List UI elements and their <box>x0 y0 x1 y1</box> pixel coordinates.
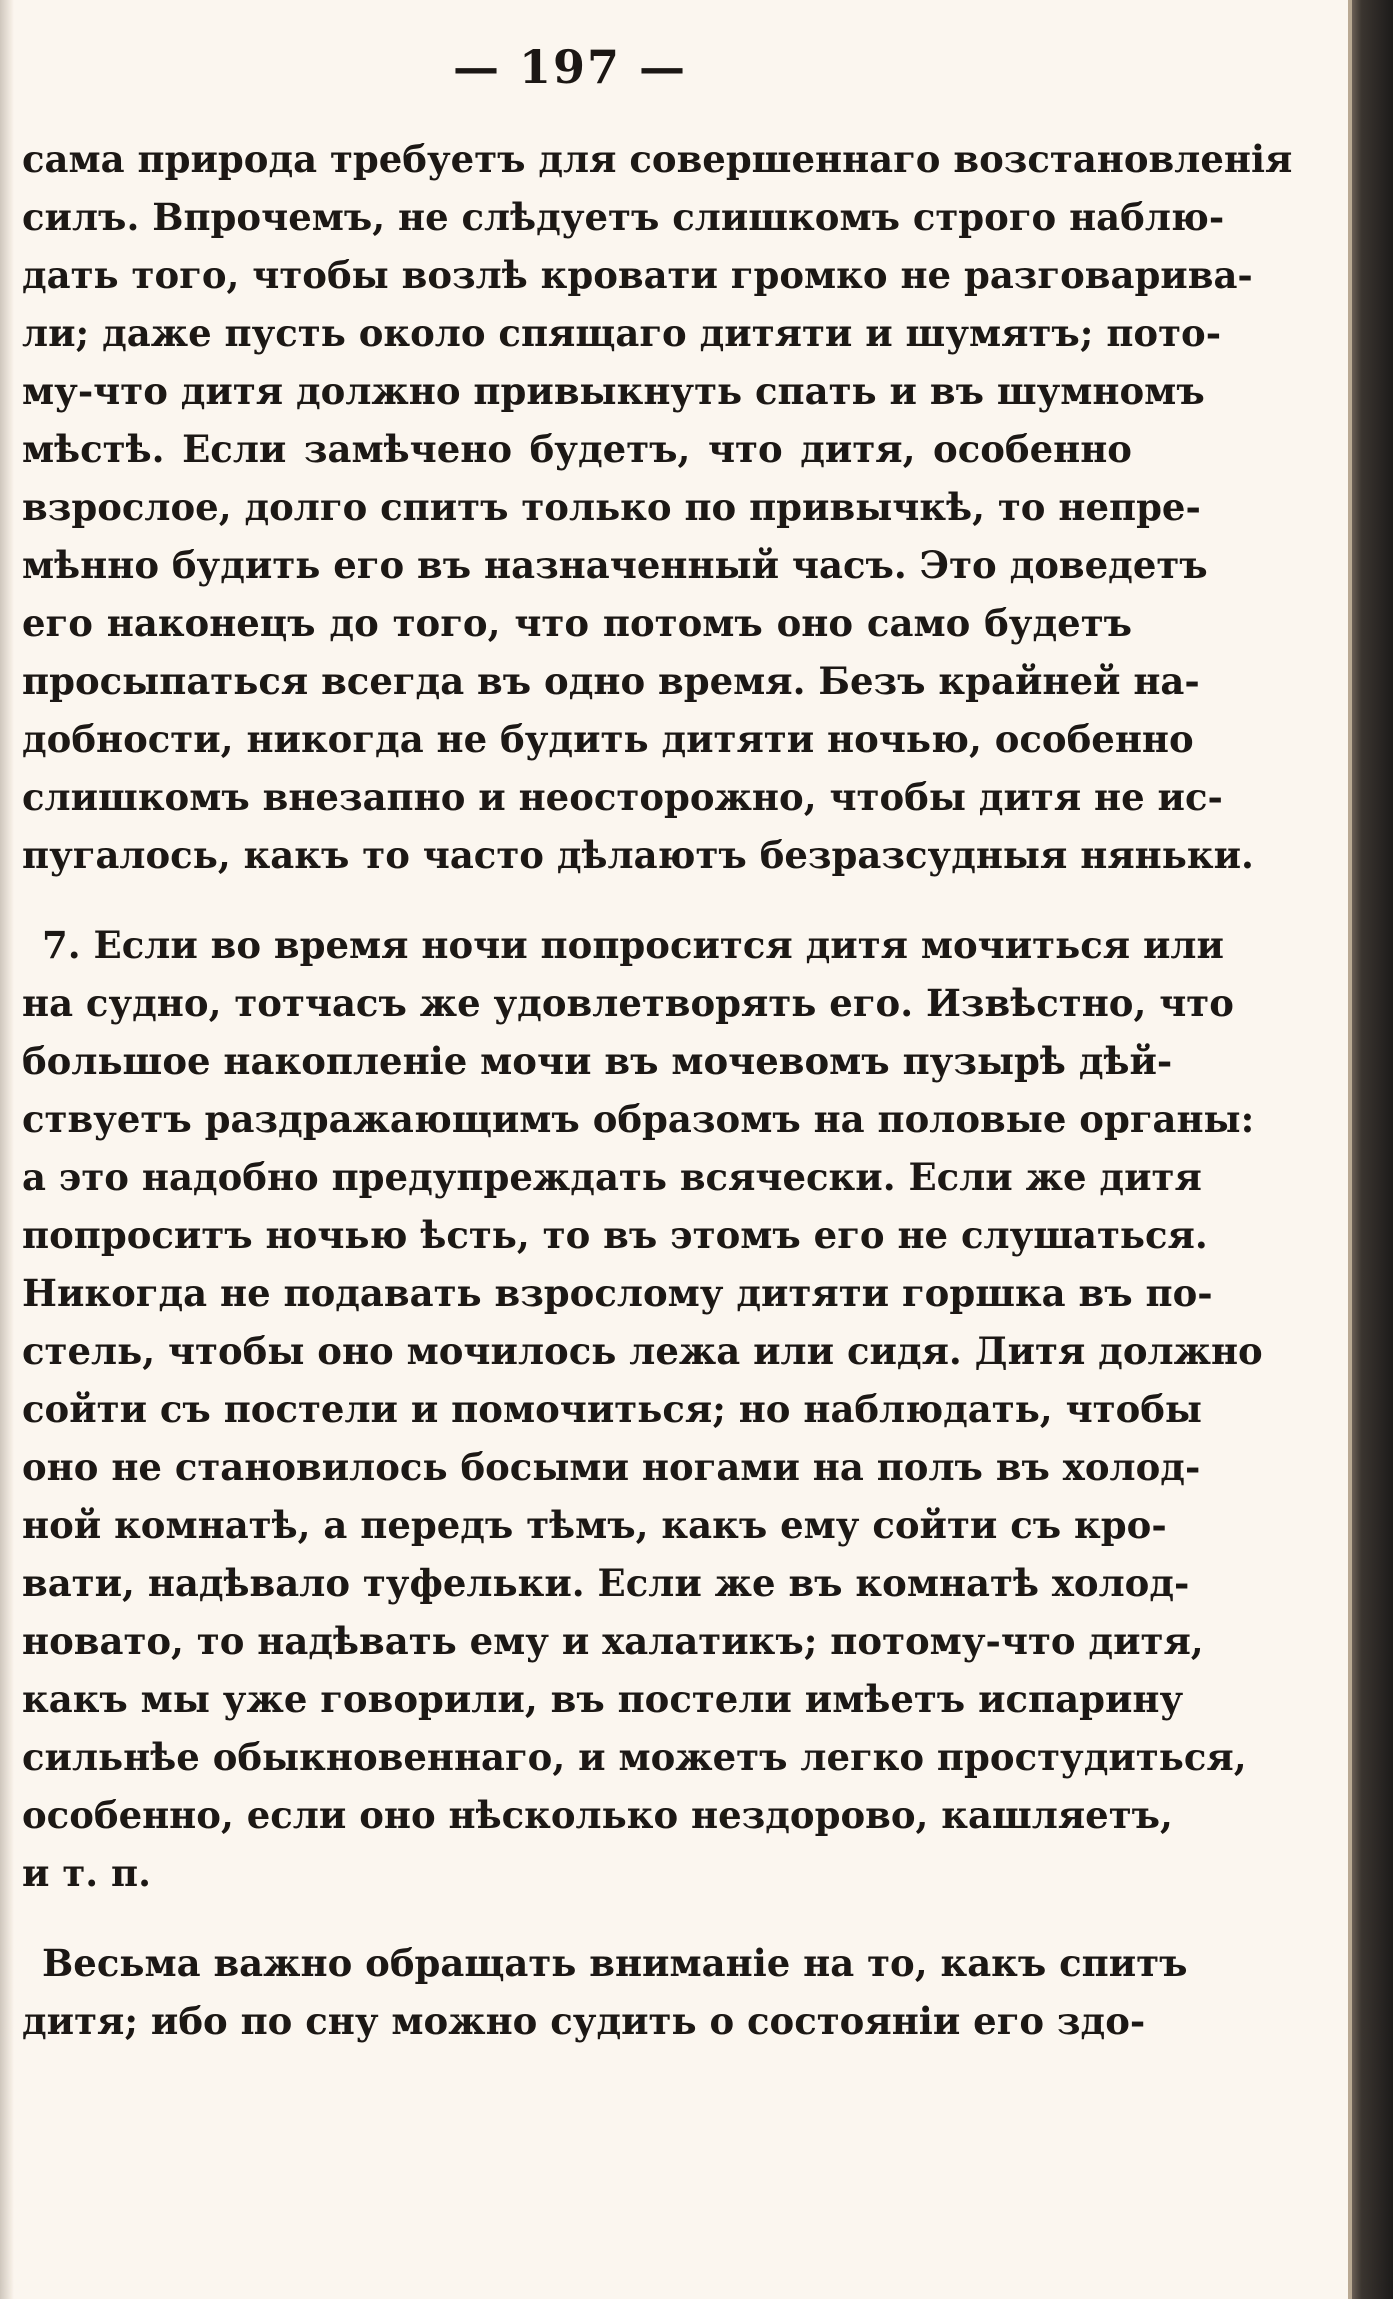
text-line: ной комнатѣ, а передъ тѣмъ, какъ ему сойти съ кро- <box>22 1503 1167 1547</box>
body-text <box>22 130 1293 2050</box>
text-line: му-что дитя должно привыкнуть спать и въ шумномъ <box>22 369 1205 413</box>
text-line: оно не становилось босыми ногами на полъ въ холод- <box>22 1445 1201 1489</box>
text-line: 7. Если во время ночи попросится дитя мочиться или <box>42 923 1224 967</box>
text-line: добности, никогда не будить дитяти ночью, особенно <box>22 717 1194 761</box>
text-line: его наконецъ до того, что потомъ оно само будетъ <box>22 601 1132 645</box>
text-line: большое накопленіе мочи въ мочевомъ пузырѣ дѣй- <box>22 1039 1173 1083</box>
text-line: Весьма важно обращать вниманіе на то, какъ спитъ <box>42 1941 1188 1985</box>
text-line: стель, чтобы оно мочилось лежа или сидя. Дитя должно <box>22 1329 1263 1373</box>
text-line: попроситъ ночью ѣсть, то въ этомъ его не слушаться. <box>22 1213 1208 1257</box>
text-line: Никогда не подавать взрослому дитяти горшка въ по- <box>22 1271 1213 1315</box>
paragraph <box>22 130 1293 884</box>
text-line: взрослое, долго спитъ только по привычкѣ, то непре- <box>22 485 1201 529</box>
text-line: особенно, если оно нѣсколько нездорово, кашляетъ, <box>22 1793 1173 1837</box>
paragraph <box>22 1934 1188 2050</box>
text-line: вати, надѣвало туфельки. Если же въ комнатѣ холод- <box>22 1561 1190 1605</box>
text-line: мѣстѣ. Если замѣчено будетъ, что дитя, особенно <box>22 427 1132 471</box>
text-line: дитя; ибо по сну можно судить о состояніи его здо- <box>22 1999 1146 2043</box>
paragraph <box>22 916 1263 1902</box>
text-line: пугалось, какъ то часто дѣлаютъ безразсудныя няньки. <box>22 833 1254 877</box>
text-line: новато, то надѣвать ему и халатикъ; потому-что дитя, <box>22 1619 1204 1663</box>
binding-edge <box>0 0 14 2299</box>
text-line: какъ мы уже говорили, въ постели имѣетъ испарину <box>22 1677 1184 1721</box>
text-line: а это надобно предупреждать всячески. Если же дитя <box>22 1155 1202 1199</box>
book-edge <box>1348 0 1393 2299</box>
page-number: — 197 — <box>452 40 688 94</box>
text-line: сама природа требуетъ для совершеннаго возстановленія <box>22 137 1293 181</box>
text-line: ли; даже пусть около спящаго дитяти и шумятъ; пото- <box>22 311 1222 355</box>
text-line: просыпаться всегда въ одно время. Безъ крайней на- <box>22 659 1200 703</box>
text-line: и т. п. <box>22 1851 151 1895</box>
text-line: мѣнно будить его въ назначенный часъ. Это доведетъ <box>22 543 1208 587</box>
text-line: дать того, чтобы возлѣ кровати громко не разговарива- <box>22 253 1253 297</box>
text-line: на судно, тотчасъ же удовлетворять его. Извѣстно, что <box>22 981 1234 1025</box>
text-line: ствуетъ раздражающимъ образомъ на половые органы: <box>22 1097 1255 1141</box>
text-line: слишкомъ внезапно и неосторожно, чтобы дитя не ис- <box>22 775 1223 819</box>
text-line: сильнѣе обыкновеннаго, и можетъ легко простудиться, <box>22 1735 1247 1779</box>
text-line: сойти съ постели и помочиться; но наблюдать, чтобы <box>22 1387 1203 1431</box>
text-line: силъ. Впрочемъ, не слѣдуетъ слишкомъ строго наблю- <box>22 195 1225 239</box>
